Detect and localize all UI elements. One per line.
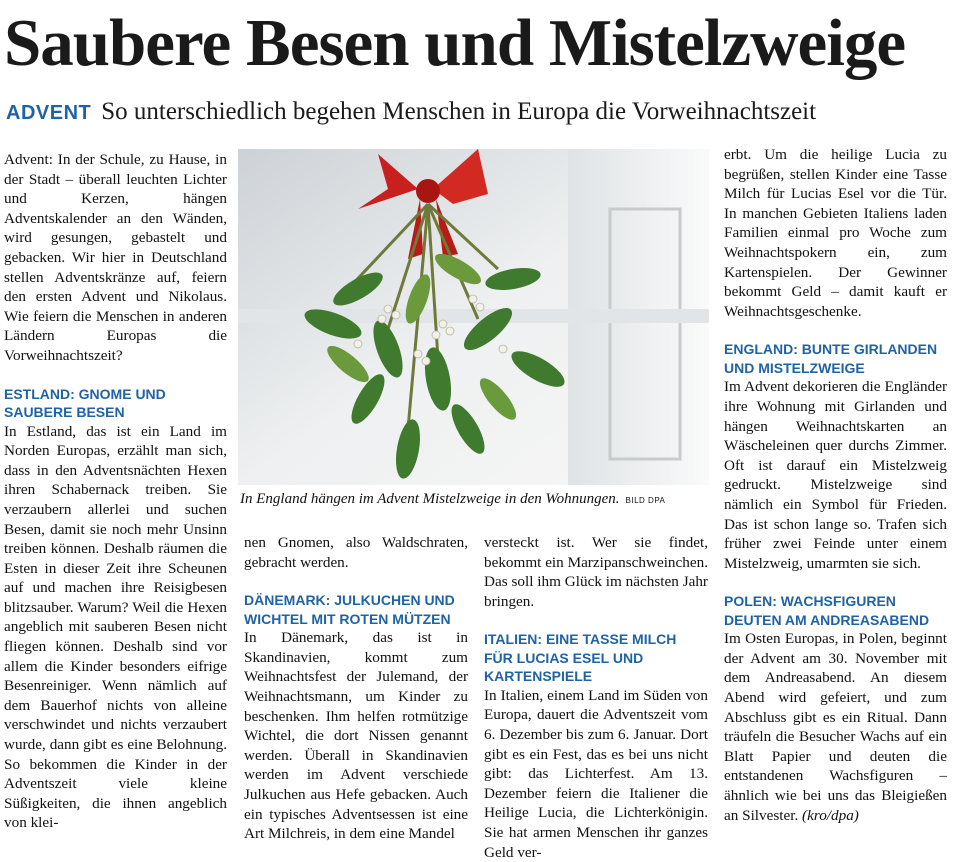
intro-paragraph: Advent: In der Schule, zu Hause, in der Stadt – überall leuchten Lichter und Kerzen, hängen Adventskalender an den Wänden, wird gesungen, gebastelt und gebacken. Wir hier in Deutschland stellen Adventskränze auf, feiern den ersten Advent und Nikolaus. Wie feiern die Menschen in anderen Ländern Europas die Vorweihnachtszeit? bbox=[4, 151, 227, 364]
subtitle: So unterschiedlich begehen Menschen in Europa die Vorweihnachtszeit bbox=[101, 98, 817, 125]
section-text-italien: In Italien, einem Land im Süden von Europa, dauert die Adventszeit vom 6. Dezember bis zum 6. Januar. Dort gibt es ein Fest, das es bei uns nicht gibt: das Lichterfest. Am 13. Dezember feiern die Italiener die Heilige Lucia, die Lichterkönigin. Sie hat armen Menschen ihr ganzes Geld ver- bbox=[484, 686, 708, 861]
column-1 bbox=[4, 150, 227, 833]
polen-text: Im Osten Europas, in Polen, beginnt der Advent am 30. November mit dem Andreasabend. An diesem Abend wird gefeiert, und zum Abschluss gibt es ein Ritual. Dann träufeln die Besucher Wachs auf ein Blatt Papier und deuten die entstandenen Wachsfiguren – ähnlich wie bei uns das Bleigießen an Silvester. bbox=[724, 630, 947, 824]
section-text-estland: In Estland, das ist ein Land im Norden Europas, erzählt man sich, dass in den Adventsnächten Hexen ihren Schabernack treiben. Sie verzaubern allerlei und suchen Besen, damit sie noch mehr Unsinn treiben können. Deshalb räumen die Esten in dieser Zeit ihre Scheunen auf und machen ihre Reisigbesen blitzsauber. Warum? Weil die Hexen angeblich mit sauberen Besen nicht fliegen können. Deshalb sind vor allem die Kinder besonders eifrige Besenreiniger. Wenn nämlich auf dem Bauerhof nichts von alleine verschwindet und nichts verzaubert wurde, dann gibt es eine Belohnung. So bekommen die Kinder in der Adventszeit viele kleine Süßigkeiten, die ihnen angeblich von klei- bbox=[4, 422, 227, 832]
section-heading-england: ENGLAND: BUNTE GIRLANDEN UND MISTELZWEIGE bbox=[724, 341, 938, 376]
column-2 bbox=[244, 533, 468, 844]
section-text-england: Im Advent dekorieren die Engländer ihre Wohnung mit Girlanden und hängen Weihnachtskarten an Wäscheleinen quer durchs Zimmer. Oft ist darauf ein Mistelzweig gedruckt. Mistelzweige sind nämlich ein Symbol für Frieden. Das ist schon lange so. Trafen sich früher zwei Feinde unter einem Mistelzweig, umarmten sie sich. bbox=[724, 378, 947, 572]
section-heading-polen: POLEN: WACHSFIGUREN DEUTEN AM ANDREASABEND bbox=[724, 593, 930, 628]
section-text-polen bbox=[724, 629, 947, 825]
continued-text: nen Gnomen, also Waldschraten, gebracht werden. bbox=[244, 534, 468, 571]
section-heading-estland: ESTLAND: GNOME UND SAUBERE BESEN bbox=[4, 385, 166, 421]
column-4 bbox=[724, 145, 947, 825]
headline: Saubere Besen und Mistelzweige bbox=[4, 6, 906, 80]
photo-credit: BILD DPA bbox=[625, 496, 666, 505]
section-text-daenemark: In Dänemark, das ist in Skandinavien, kommt zum Weihnachtsfest der Julemand, der Weihnachtsmann, um Kinder zu beschenken. Ihm helfen rotmützige Wichtel, die dort Nissen genannt werden. Überall in Skandinavien werden im Advent verschiede Julkuchen aus Hefe gebacken. Auch ein typisches Adventsessen ist eine Art Milchreis, in dem eine Mandel bbox=[244, 629, 468, 843]
continued-text: erbt. Um die heilige Lucia zu begrüßen, stellen Kinder eine Tasse Milch für Lucias Esel vor die Tür. In manchen Gebieten Italiens laden Familien einmal pro Woche zum Weihnachtspokern ein, zum Kartenspielen. Der Gewinner bekommt Geld – damit kauft er Weihnachtsgeschenke. bbox=[724, 146, 947, 320]
mistletoe-photo bbox=[238, 149, 709, 485]
column-3 bbox=[484, 533, 708, 862]
author-signature: (kro/dpa) bbox=[802, 806, 859, 824]
caption-text: In England hängen im Advent Mistelzweige in den Wohnungen. bbox=[240, 491, 620, 507]
continued-text: versteckt ist. Wer sie findet, bekommt ein Marzipanschweinchen. Das soll ihm Glück im nächsten Jahr bringen. bbox=[484, 534, 708, 610]
kicker: ADVENT bbox=[6, 102, 92, 124]
photo-caption bbox=[240, 491, 710, 508]
section-heading-daenemark: DÄNEMARK: JULKUCHEN UND WICHTEL MIT ROTEN MÜTZEN bbox=[244, 592, 455, 627]
section-heading-italien: ITALIEN: EINE TASSE MILCH FÜR LUCIAS ESEL UND KARTENSPIELE bbox=[484, 631, 677, 685]
subheadline bbox=[6, 98, 951, 126]
